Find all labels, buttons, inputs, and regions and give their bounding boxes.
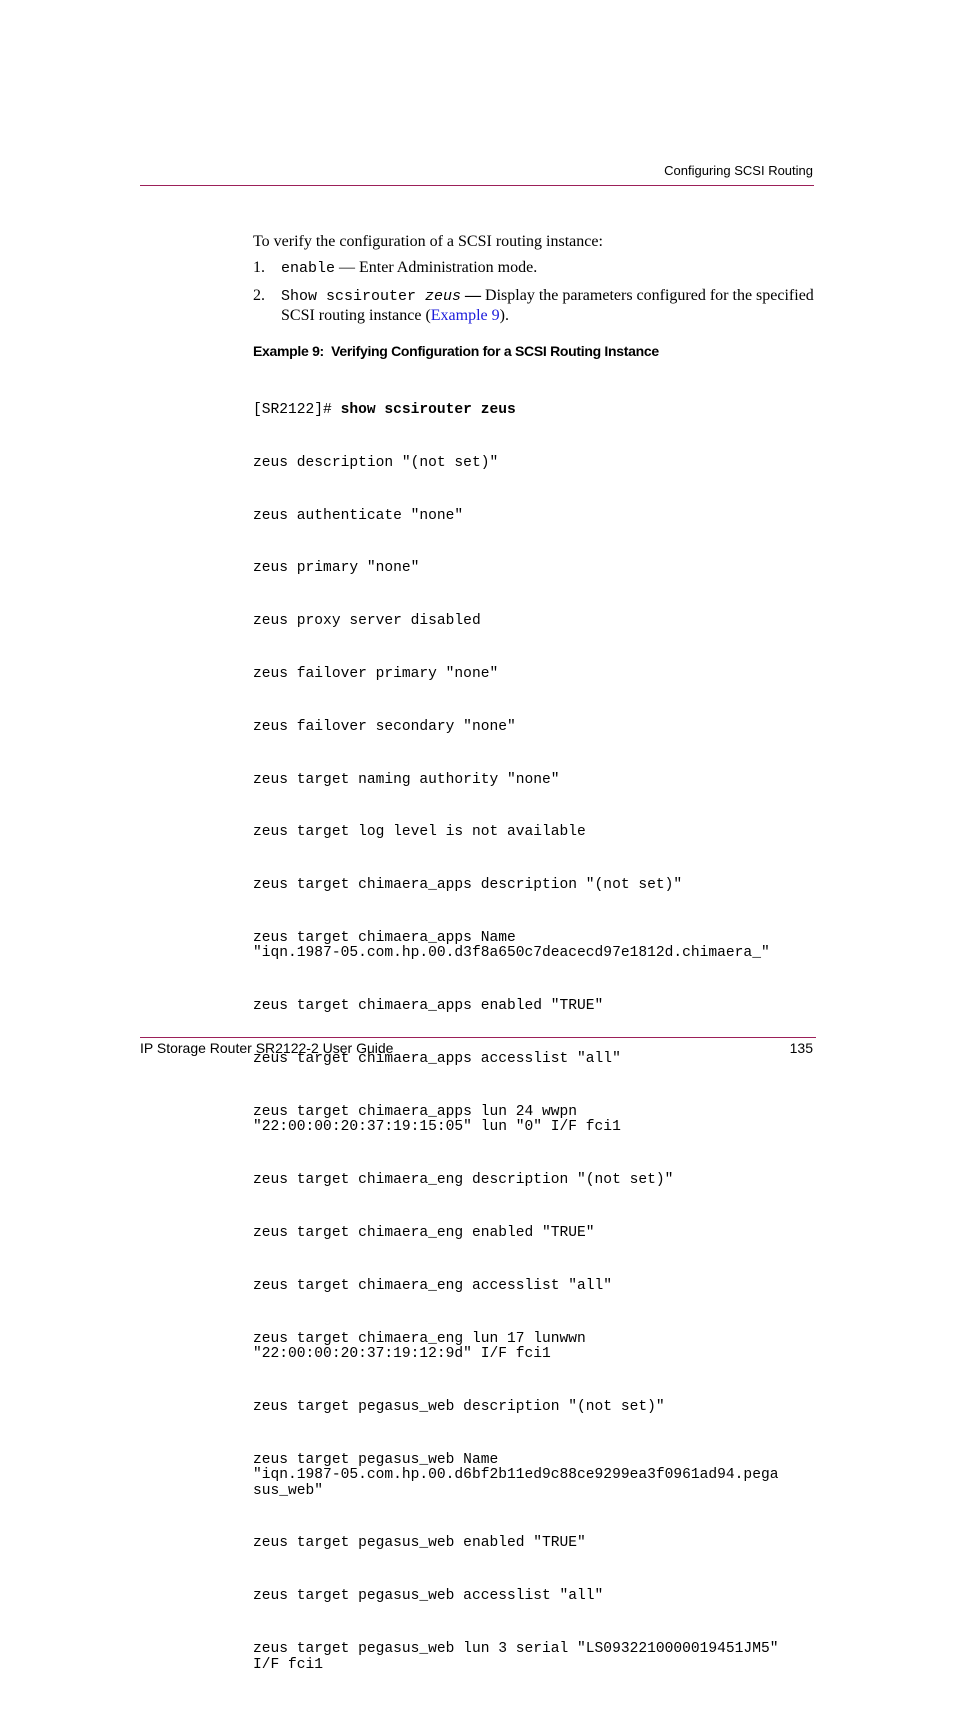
step-dash: — [461, 287, 482, 304]
step-number: 1. [253, 259, 265, 276]
step-description-end: ). [499, 307, 509, 324]
output-line: zeus target log level is not available [253, 824, 586, 841]
example-9-link[interactable]: Example 9 [430, 307, 500, 324]
step-command-argument: zeus [425, 288, 462, 305]
output-line: zeus target chimaera_eng lun 17 lunwwn "22:00:00:20:37:19:12:9d" I/F fci1 [253, 1330, 586, 1363]
footer-guide-title: IP Storage Router SR2122-2 User Guide [140, 1040, 394, 1056]
step-2 [253, 286, 818, 325]
output-line: zeus target pegasus_web description "(not set)" [253, 1398, 665, 1415]
output-line: zeus target chimaera_eng enabled "TRUE" [253, 1224, 595, 1241]
cli-command: show scsirouter zeus [340, 402, 516, 418]
output-line: zeus primary "none" [253, 560, 420, 577]
output-line: zeus target naming authority "none" [253, 771, 560, 788]
step-command: enable [281, 260, 336, 277]
output-line: zeus target pegasus_web Name "iqn.1987-05.com.hp.00.d6bf2b11ed9c88ce9299ea3f0961ad94.pega sus_web" [253, 1451, 779, 1499]
step-description: Display the parameters configured for the specified SCSI routing instance ( [281, 287, 814, 324]
output-line: zeus target chimaera_apps enabled "TRUE" [253, 998, 604, 1015]
command-line [253, 403, 818, 419]
step-1 [253, 258, 818, 278]
step-number: 2. [253, 287, 265, 304]
output-line: zeus authenticate "none" [253, 507, 464, 524]
footer-divider [140, 1037, 816, 1038]
page-number: 135 [789, 1040, 813, 1056]
output-line: zeus target pegasus_web accesslist "all" [253, 1588, 604, 1605]
header-divider [140, 185, 814, 186]
running-header: Configuring SCSI Routing [664, 163, 813, 178]
page-content [253, 232, 818, 1710]
output-line: zeus target chimaera_apps accesslist "all" [253, 1051, 621, 1068]
output-line: zeus failover primary "none" [253, 665, 499, 682]
procedure-steps [253, 258, 818, 325]
output-line: zeus failover secondary "none" [253, 718, 516, 735]
output-line: zeus target chimaera_eng description "(not set)" [253, 1172, 674, 1189]
output-line: zeus description "(not set)" [253, 454, 499, 471]
cli-prompt: [SR2122]# [253, 402, 341, 418]
step-description: — Enter Administration mode. [335, 259, 538, 276]
output-line: zeus target chimaera_eng accesslist "all" [253, 1277, 613, 1294]
example-heading: Example 9: Verifying Configuration for a SCSI Routing Instance [253, 343, 659, 359]
output-line: zeus target pegasus_web lun 3 serial "LS0932210000019451JM5" I/F fci1 [253, 1641, 779, 1673]
output-line: zeus target chimaera_apps description "(not set)" [253, 877, 683, 894]
output-line: zeus target chimaera_apps lun 24 wwpn "22:00:00:20:37:19:15:05" lun "0" I/F fci1 [253, 1103, 621, 1136]
intro-paragraph: To verify the configuration of a SCSI routing instance: [253, 233, 603, 250]
output-line: zeus target pegasus_web enabled "TRUE" [253, 1535, 586, 1552]
step-command: Show scsirouter [281, 288, 426, 305]
output-line: zeus proxy server disabled [253, 613, 481, 630]
output-line: zeus target chimaera_apps Name "iqn.1987-05.com.hp.00.d3f8a650c7deacecd97e1812d.chimaera_" [253, 929, 770, 962]
